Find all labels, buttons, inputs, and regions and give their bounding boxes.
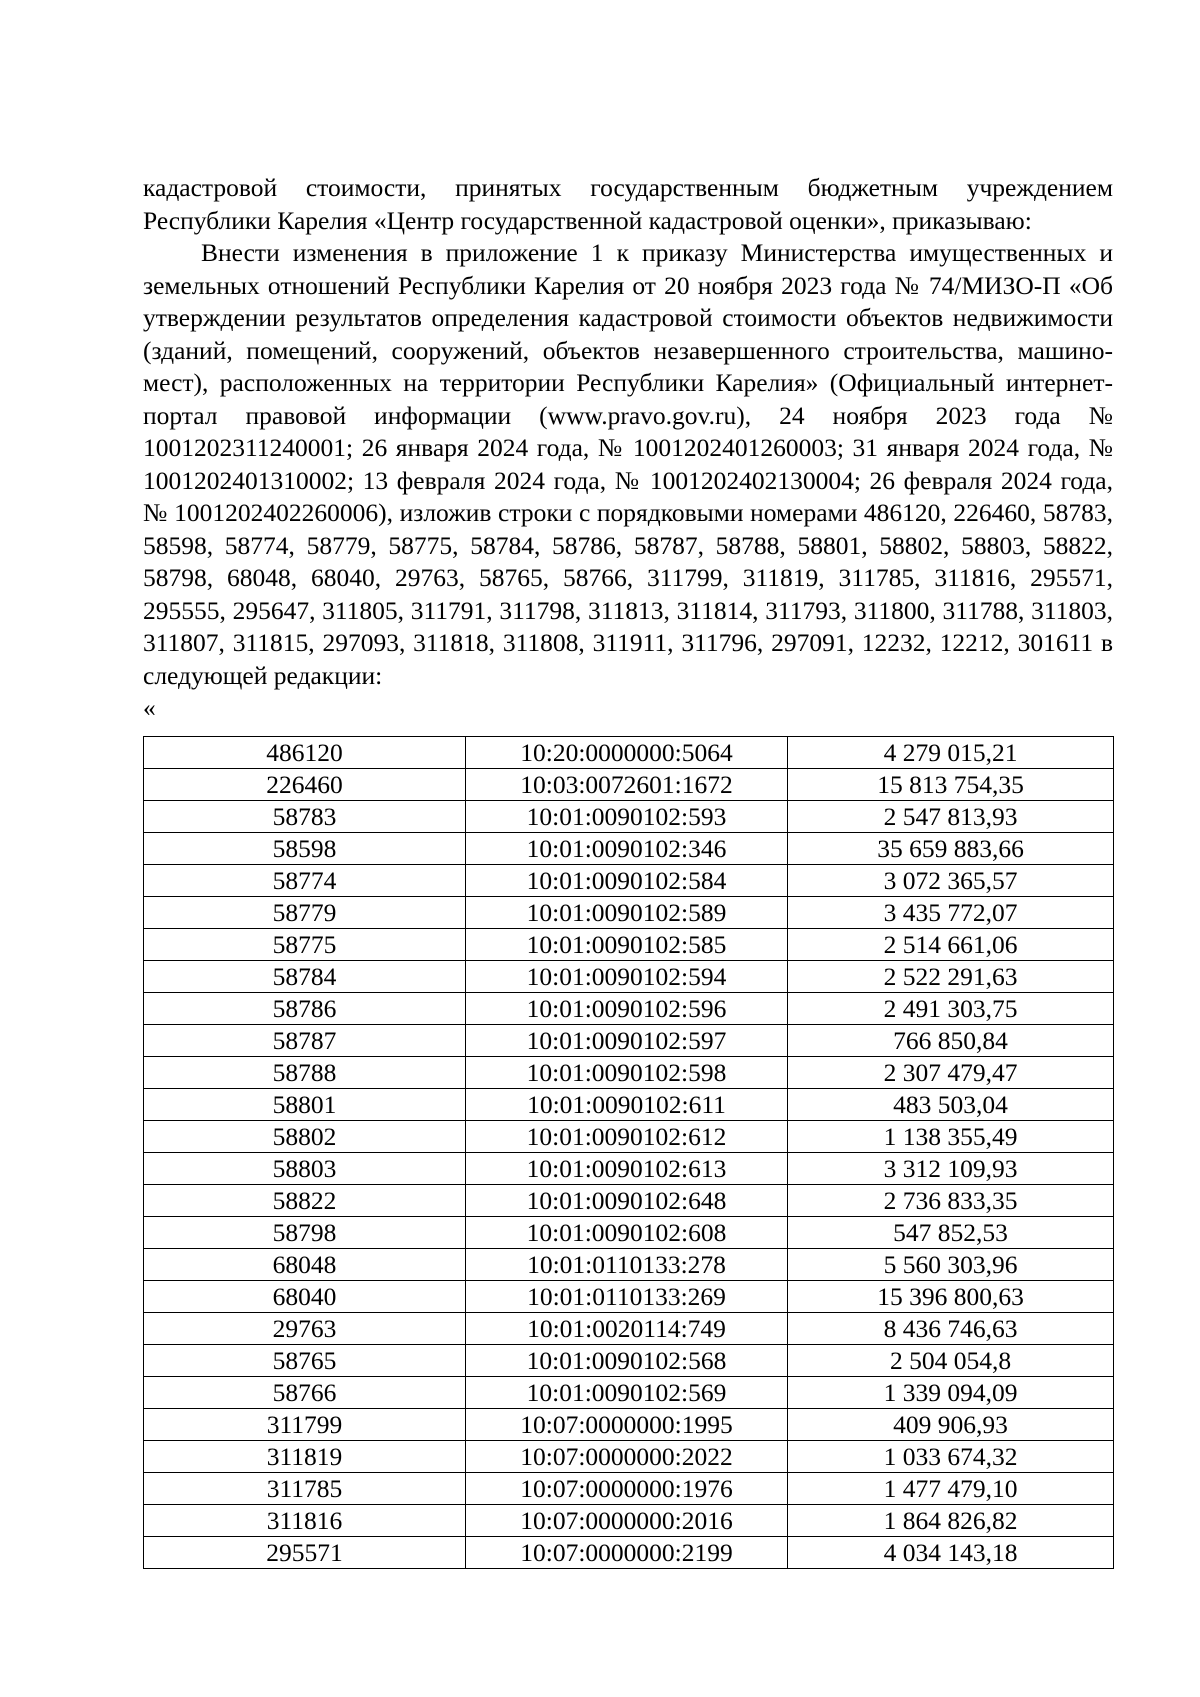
cadastral-number-cell: 10:01:0090102:648 xyxy=(466,1185,788,1217)
table-row xyxy=(144,1377,1114,1409)
table-row xyxy=(144,801,1114,833)
row-number-cell: 58787 xyxy=(144,1025,466,1057)
row-number-cell: 58779 xyxy=(144,897,466,929)
table-row xyxy=(144,1057,1114,1089)
cadastral-value-cell: 2 504 054,8 xyxy=(788,1345,1114,1377)
cadastral-number-cell: 10:01:0090102:596 xyxy=(466,993,788,1025)
cadastral-value-cell: 2 547 813,93 xyxy=(788,801,1114,833)
cadastral-number-cell: 10:01:0090102:611 xyxy=(466,1089,788,1121)
row-number-cell: 68048 xyxy=(144,1249,466,1281)
cadastral-value-cell: 2 736 833,35 xyxy=(788,1185,1114,1217)
row-number-cell: 58786 xyxy=(144,993,466,1025)
cadastral-number-cell: 10:01:0090102:569 xyxy=(466,1377,788,1409)
table-row xyxy=(144,737,1114,769)
table-row xyxy=(144,961,1114,993)
row-number-cell: 58598 xyxy=(144,833,466,865)
cadastral-value-cell: 8 436 746,63 xyxy=(788,1313,1114,1345)
cadastral-value-cell: 2 491 303,75 xyxy=(788,993,1114,1025)
cadastral-number-cell: 10:07:0000000:1976 xyxy=(466,1473,788,1505)
cadastral-value-cell: 2 522 291,63 xyxy=(788,961,1114,993)
row-number-cell: 58803 xyxy=(144,1153,466,1185)
row-number-cell: 58783 xyxy=(144,801,466,833)
row-number-cell: 58775 xyxy=(144,929,466,961)
cadastral-number-cell: 10:07:0000000:2199 xyxy=(466,1537,788,1569)
table-row xyxy=(144,1185,1114,1217)
cadastral-value-cell: 3 435 772,07 xyxy=(788,897,1114,929)
row-number-cell: 311799 xyxy=(144,1409,466,1441)
row-number-cell: 58801 xyxy=(144,1089,466,1121)
cadastral-value-cell: 766 850,84 xyxy=(788,1025,1114,1057)
cadastral-value-cell: 1 339 094,09 xyxy=(788,1377,1114,1409)
cadastral-number-cell: 10:01:0090102:608 xyxy=(466,1217,788,1249)
table-row xyxy=(144,1089,1114,1121)
table-row xyxy=(144,1153,1114,1185)
table-row xyxy=(144,1473,1114,1505)
cadastral-value-cell: 409 906,93 xyxy=(788,1409,1114,1441)
cadastral-value-cell: 35 659 883,66 xyxy=(788,833,1114,865)
intro-paragraph-1: кадастровой стоимости, принятых государственным бюджетным учреждением Республики Карелия «Центр государственной кадастровой оценки», приказываю: xyxy=(143,173,1113,235)
cadastral-number-cell: 10:01:0090102:346 xyxy=(466,833,788,865)
cadastral-value-cell: 3 312 109,93 xyxy=(788,1153,1114,1185)
cadastral-value-cell: 15 396 800,63 xyxy=(788,1281,1114,1313)
row-number-cell: 58822 xyxy=(144,1185,466,1217)
row-number-cell: 486120 xyxy=(144,737,466,769)
row-number-cell: 58788 xyxy=(144,1057,466,1089)
cadastral-number-cell: 10:07:0000000:2022 xyxy=(466,1441,788,1473)
row-number-cell: 29763 xyxy=(144,1313,466,1345)
cadastral-number-cell: 10:01:0090102:584 xyxy=(466,865,788,897)
row-number-cell: 58765 xyxy=(144,1345,466,1377)
table-row xyxy=(144,769,1114,801)
cadastral-number-cell: 10:01:0090102:593 xyxy=(466,801,788,833)
row-number-cell: 295571 xyxy=(144,1537,466,1569)
table-row xyxy=(144,1313,1114,1345)
cadastral-number-cell: 10:01:0090102:613 xyxy=(466,1153,788,1185)
row-number-cell: 68040 xyxy=(144,1281,466,1313)
table-body xyxy=(144,737,1114,1569)
table-row xyxy=(144,1537,1114,1569)
cadastral-value-cell: 547 852,53 xyxy=(788,1217,1114,1249)
row-number-cell: 311819 xyxy=(144,1441,466,1473)
cadastral-value-cell: 5 560 303,96 xyxy=(788,1249,1114,1281)
table-row xyxy=(144,1121,1114,1153)
table-row xyxy=(144,1505,1114,1537)
row-number-cell: 58798 xyxy=(144,1217,466,1249)
table-row xyxy=(144,1345,1114,1377)
cadastral-number-cell: 10:01:0090102:597 xyxy=(466,1025,788,1057)
row-number-cell: 226460 xyxy=(144,769,466,801)
cadastral-value-table xyxy=(143,736,1114,1569)
opening-quote-mark: « xyxy=(143,693,156,722)
table-row xyxy=(144,865,1114,897)
table-row xyxy=(144,1249,1114,1281)
cadastral-number-cell: 10:07:0000000:2016 xyxy=(466,1505,788,1537)
cadastral-number-cell: 10:01:0090102:612 xyxy=(466,1121,788,1153)
table-row xyxy=(144,1409,1114,1441)
table-row xyxy=(144,929,1114,961)
cadastral-value-cell: 15 813 754,35 xyxy=(788,769,1114,801)
cadastral-number-cell: 10:01:0020114:749 xyxy=(466,1313,788,1345)
row-number-cell: 311816 xyxy=(144,1505,466,1537)
cadastral-value-cell: 4 034 143,18 xyxy=(788,1537,1114,1569)
table-row xyxy=(144,897,1114,929)
table-row xyxy=(144,993,1114,1025)
cadastral-value-cell: 1 138 355,49 xyxy=(788,1121,1114,1153)
table-row xyxy=(144,1025,1114,1057)
cadastral-value-cell: 2 514 661,06 xyxy=(788,929,1114,961)
cadastral-number-cell: 10:01:0090102:598 xyxy=(466,1057,788,1089)
cadastral-number-cell: 10:01:0090102:585 xyxy=(466,929,788,961)
row-number-cell: 58802 xyxy=(144,1121,466,1153)
row-number-cell: 58784 xyxy=(144,961,466,993)
cadastral-number-cell: 10:07:0000000:1995 xyxy=(466,1409,788,1441)
cadastral-value-cell: 3 072 365,57 xyxy=(788,865,1114,897)
table-row xyxy=(144,833,1114,865)
cadastral-value-cell: 1 033 674,32 xyxy=(788,1441,1114,1473)
cadastral-number-cell: 10:01:0090102:589 xyxy=(466,897,788,929)
cadastral-number-cell: 10:01:0110133:269 xyxy=(466,1281,788,1313)
intro-paragraph-2: Внести изменения в приложение 1 к приказу Министерства имущественных и земельных отношений Республики Карелия от 20 ноября 2023 года № 74/МИЗО-П «Об утверждении результатов определения кадастровой стоимости объектов недвижимости (зданий, помещений, сооружений, объектов незавершенного строительства, машино-мест), расположенных на территории Республики Карелия» (Официальный интернет-портал правовой информации (www.pravo.gov.ru), 24 ноября 2023 года № 1001202311240001; 26 января 2024 года, № 1001202401260003; 31 января 2024 года, № 1001202401310002; 13 февраля 2024 года, № 1001202402130004; 26 февраля 2024 года, № 1001202402260006), изложив строки с порядковыми номерами 486120, 226460, 58783, 58598, 58774, 58779, 58775, 58784, 58786, 58787, 58788, 58801, 58802, 58803, 58822, 58798, 68048, 68040, 29763, 58765, 58766, 311799, 311819, 311785, 311816, 295571, 295555, 295647, 311805, 311791, 311798, 311813, 311814, 311793, 311800, 311788, 311803, 311807, 311815, 297093, 311818, 311808, 311911, 311796, 297091, 12232, 12212, 301611 в следующей редакции: xyxy=(143,238,1113,690)
cadastral-value-cell: 483 503,04 xyxy=(788,1089,1114,1121)
document-page xyxy=(143,172,1113,1569)
row-number-cell: 58766 xyxy=(144,1377,466,1409)
cadastral-value-cell: 2 307 479,47 xyxy=(788,1057,1114,1089)
cadastral-number-cell: 10:01:0110133:278 xyxy=(466,1249,788,1281)
cadastral-number-cell: 10:20:0000000:5064 xyxy=(466,737,788,769)
cadastral-number-cell: 10:01:0090102:568 xyxy=(466,1345,788,1377)
cadastral-value-cell: 1 477 479,10 xyxy=(788,1473,1114,1505)
table-row xyxy=(144,1217,1114,1249)
cadastral-value-cell: 1 864 826,82 xyxy=(788,1505,1114,1537)
table-row xyxy=(144,1441,1114,1473)
cadastral-value-cell: 4 279 015,21 xyxy=(788,737,1114,769)
cadastral-number-cell: 10:03:0072601:1672 xyxy=(466,769,788,801)
cadastral-number-cell: 10:01:0090102:594 xyxy=(466,961,788,993)
row-number-cell: 311785 xyxy=(144,1473,466,1505)
row-number-cell: 58774 xyxy=(144,865,466,897)
table-row xyxy=(144,1281,1114,1313)
